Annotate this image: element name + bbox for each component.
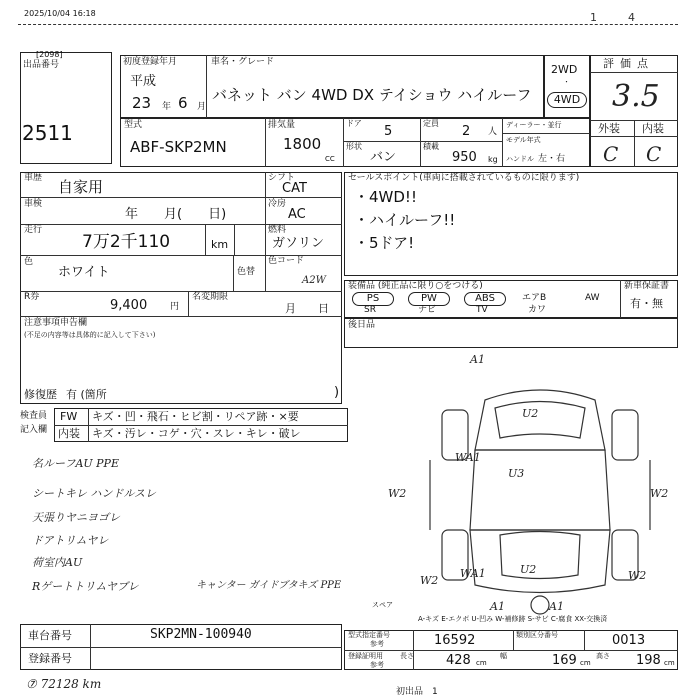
sales-point-2: ・ハイルーフ!!: [354, 211, 456, 229]
body-shape-value: バン: [370, 150, 397, 165]
lot-code: [2098]: [36, 50, 63, 59]
lot-number: 2511: [22, 121, 73, 145]
mileage-value: 7万2千110: [82, 232, 171, 252]
top-right-fragment: 1: [590, 11, 597, 24]
diagram-mark: A1: [549, 600, 564, 613]
shift-value: CAT: [282, 181, 307, 196]
sales-point-3: ・5ドア!: [354, 234, 415, 252]
name-change-label: 名変期限: [192, 292, 229, 302]
equip-pw: PW: [408, 292, 450, 306]
equip-navi: ナビ: [418, 305, 437, 315]
body-shape-label: 形状: [346, 142, 362, 151]
diagram-mark: U2: [522, 407, 539, 420]
diagram-mark: WA1: [460, 567, 486, 580]
color-change-label: 色替: [237, 267, 256, 277]
diagram-mark: WA1: [455, 451, 481, 464]
load-value: 950: [452, 150, 477, 165]
sales-points-title: セールスポイント(車両に搭載されているものに限ります): [348, 173, 580, 183]
exterior-grade: C: [603, 142, 619, 166]
score-label: 評価点: [603, 57, 654, 70]
wheel-front-right: [612, 410, 638, 460]
new-car-warranty-value: 有・無: [630, 297, 663, 310]
chassis-label: 車台番号: [28, 629, 72, 642]
height-label: 高さ: [596, 652, 610, 660]
top-right-fragment-2: 4: [628, 11, 635, 24]
recycle-value: 9,400: [110, 298, 148, 313]
equipment-title: 装備品 (純正品に限り○をつける): [348, 281, 483, 291]
damage-legend: A-キズ E-エクボ U-凹み W-補修跡 S-サビ C-腐食 XX-交換済: [418, 615, 608, 623]
color-value: ホワイト: [58, 265, 110, 280]
length-value: 428: [446, 653, 471, 668]
fuel-label: 燃料: [268, 225, 287, 235]
color-code-label: 色コード: [268, 256, 305, 266]
name-change-text: 月 日: [285, 302, 329, 315]
height-unit: cm: [664, 659, 675, 667]
model-year-label: モデル年式: [506, 136, 541, 144]
first-reg-era: 平成: [130, 74, 157, 89]
inspector-row2: キズ・汚レ・コゲ・穴・スレ・キレ・破レ: [92, 427, 301, 440]
type-spec-label: 型式指定番号: [348, 631, 390, 639]
drive-4wd-circled: 4WD: [547, 92, 587, 108]
class-label: 類別区分番号: [516, 631, 558, 639]
recycle-unit: 円: [170, 302, 180, 312]
usage-label: 車歴: [24, 173, 43, 183]
roof-outline: [475, 390, 605, 450]
equip-ps: PS: [352, 292, 394, 306]
handwritten-note-6: Rゲートトリムヤブレ: [32, 580, 139, 593]
chassis-value: SKP2MN-100940: [150, 627, 252, 642]
dealer-label: ディーラー・並行: [506, 121, 562, 129]
score-value: 3.5: [612, 79, 660, 114]
handwritten-note-2: シートキレ ハンドルスレ: [32, 487, 157, 500]
length-label: 長さ: [400, 652, 414, 660]
model-label: 型式: [124, 120, 143, 130]
repair-value: 有 (箇所: [66, 388, 107, 401]
mileage-unit: km: [211, 238, 229, 251]
reg-no-label: 登録番号: [28, 652, 72, 665]
handwritten-note-3: 天張りヤニヨゴレ: [32, 511, 120, 524]
capacity-value: 2: [462, 124, 471, 139]
exterior-label: 外装: [598, 122, 620, 135]
mileage-label: 走行: [24, 225, 43, 235]
diagram-mark: W2: [420, 574, 439, 587]
new-car-warranty-label: 新車保証書: [624, 281, 670, 291]
notes-subtitle: (不足の内容等は具体的に記入して下さい): [24, 331, 156, 339]
shaken-label: 車検: [24, 199, 43, 209]
capacity-unit: 人: [488, 127, 498, 137]
width-unit: cm: [580, 659, 591, 667]
repair-label: 修復歴: [24, 388, 57, 401]
load-unit: kg: [488, 155, 498, 164]
handwritten-note-5: 荷室内AU: [32, 556, 83, 569]
equip-abs: ABS: [464, 292, 506, 306]
interior-label: 内装: [642, 122, 664, 135]
diagram-mark: A1: [470, 353, 485, 366]
model-value: ABF-SKP2MN: [130, 138, 227, 156]
footer-handwritten-mileage: ⑦ 72128 km: [26, 677, 102, 691]
load-label: 積載: [423, 142, 439, 151]
interior-grade: C: [646, 142, 662, 166]
width-label: 幅: [500, 652, 507, 660]
length-unit: cm: [476, 659, 487, 667]
fuel-value: ガソリン: [272, 236, 325, 251]
shaken-text: 年 月( 日): [125, 207, 227, 222]
handwritten-note-1: 名ルーフAU PPE: [32, 457, 119, 470]
displacement-label: 排気量: [268, 120, 296, 130]
windshield: [495, 402, 585, 439]
drive-dot: ・: [563, 78, 570, 86]
handwritten-note-4: ドアトリムヤレ: [32, 534, 109, 547]
doors-value: 5: [384, 124, 393, 139]
vehicle-name-label: 車名・グレード: [211, 57, 275, 67]
ac-label: 冷房: [268, 199, 287, 209]
drive-2wd: 2WD: [551, 63, 578, 76]
handwritten-note-extra: キャンター ガイドブタキズ PPE: [196, 580, 342, 591]
rear-items-label: 後日品: [348, 320, 376, 330]
dims-ref-label: 参考: [370, 661, 384, 669]
type-spec-ref: 参考: [370, 640, 384, 648]
first-reg-month: 6: [178, 94, 188, 112]
equip-tv: TV: [476, 305, 488, 315]
body-outline: [470, 450, 610, 530]
equip-airbag: エアB: [522, 293, 547, 303]
handle-value: 左・右: [538, 154, 566, 164]
diagram-mark: W2: [628, 569, 647, 582]
rear-items-box: [344, 318, 678, 348]
equip-leather: カワ: [528, 305, 547, 315]
height-value: 198: [636, 653, 661, 668]
first-reg-year-unit: 年: [162, 102, 172, 112]
print-timestamp: 2025/10/04 16:18: [24, 9, 96, 18]
first-reg-year: 23: [132, 94, 152, 112]
equip-sr: SR: [364, 305, 376, 315]
color-code-value: A2W: [302, 275, 326, 286]
dims-reg-label: 登録証明用: [348, 652, 383, 660]
first-reg-label: 初度登録年月: [123, 57, 178, 67]
capacity-label: 定員: [423, 119, 439, 128]
inspector-row1: キズ・凹・飛石・ヒビ割・リペア跡・×要: [92, 410, 299, 423]
sales-point-1: ・4WD!!: [354, 188, 417, 206]
entry-label: 記入欄: [20, 425, 48, 435]
rear-outline: [470, 530, 610, 593]
displacement-value: 1800: [283, 135, 322, 153]
type-spec-value: 16592: [434, 633, 476, 648]
first-reg-month-unit: 月: [197, 102, 207, 112]
diagram-mark: W2: [388, 487, 407, 500]
inspector-row2-head: 内装: [58, 427, 80, 440]
handle-label: ハンドル: [506, 155, 534, 163]
class-value: 0013: [612, 633, 646, 648]
rear-window: [500, 532, 580, 579]
shift-label: シフト: [268, 173, 296, 183]
notes-title: 注意事項申告欄: [24, 318, 88, 328]
lot-label: 出品番号: [23, 60, 60, 70]
spare-label: スペア: [372, 601, 393, 609]
inspector-row1-head: FW: [60, 410, 78, 423]
usage-value: 自家用: [58, 178, 104, 196]
diagram-mark: U3: [508, 467, 525, 480]
color-label: 色: [24, 257, 34, 267]
footer-bottom-label: 初出品 1: [396, 687, 438, 697]
repair-close-paren: ): [334, 385, 340, 400]
ac-value: AC: [288, 207, 306, 222]
diagram-mark: U2: [520, 563, 537, 576]
diagram-mark: W2: [650, 487, 669, 500]
inspector-label: 検査員: [20, 411, 48, 421]
width-value: 169: [552, 653, 577, 668]
recycle-label: R券: [24, 292, 40, 302]
displacement-unit: CC: [325, 155, 335, 163]
doors-label: ドア: [346, 119, 362, 128]
equip-aw: AW: [585, 293, 600, 303]
vehicle-name: バネット バン 4WD DX テイショウ ハイルーフ: [212, 86, 532, 104]
spare-tire: [531, 596, 549, 614]
diagram-mark: A1: [490, 600, 505, 613]
